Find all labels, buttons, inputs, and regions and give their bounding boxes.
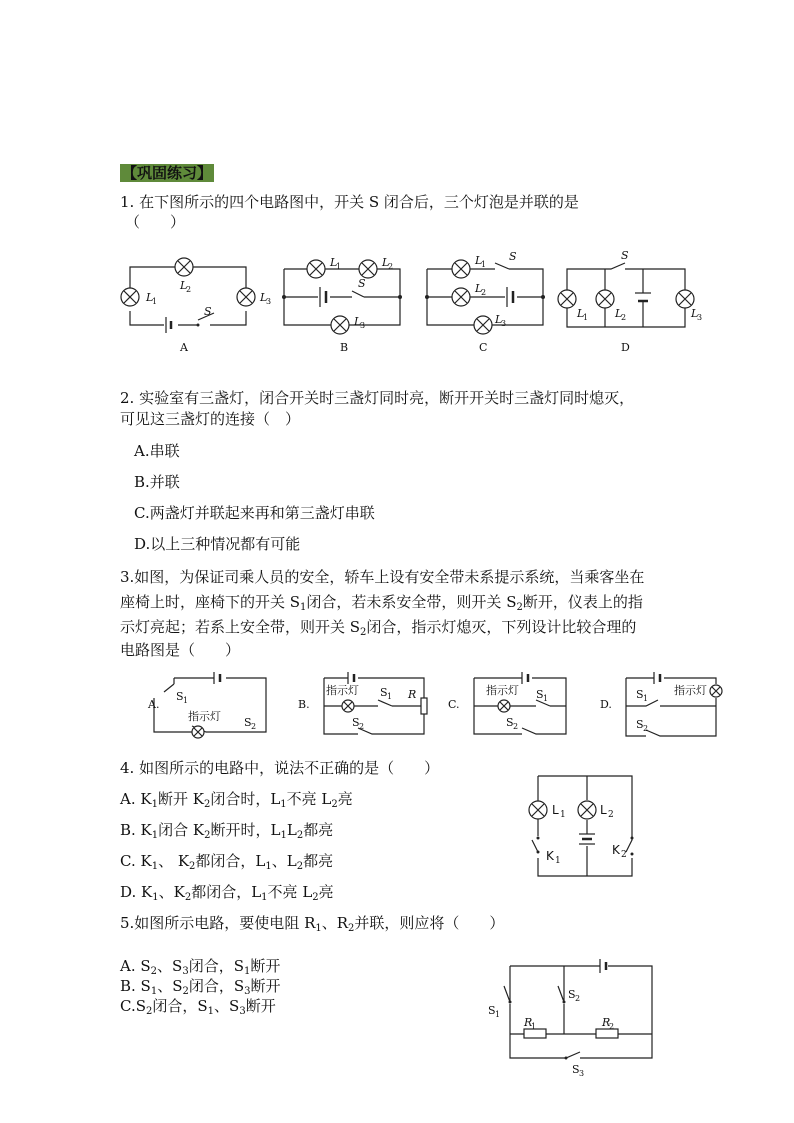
q1-caption-d: D xyxy=(621,341,630,354)
q5-option-c xyxy=(120,997,276,1015)
q3-a-s-label: S xyxy=(176,690,184,703)
q4b-6: L xyxy=(286,821,297,839)
q5-l1-sub1: 1 xyxy=(315,923,322,934)
q1-a-s-label: S xyxy=(204,305,212,318)
q5a-6: 断开 xyxy=(250,957,281,975)
q5a-5: 1 xyxy=(243,966,251,977)
q3-a-indicator: 指示灯 xyxy=(188,710,221,723)
q5c-6: 断开 xyxy=(245,997,276,1015)
q4c-2: 、 K xyxy=(158,852,190,870)
q5-option-a xyxy=(120,957,280,975)
q1-text-line1: 1. 在下图所示的四个电路图中，开关 S 闭合后，三个灯泡是并联的是 xyxy=(120,193,579,211)
q3-caption-d: D. xyxy=(600,698,612,711)
q1-d-l1-sub: 1 xyxy=(583,313,589,322)
q4-l2-label: L xyxy=(600,803,607,817)
q1-a-l3-label: L xyxy=(260,291,268,304)
q4-k1-sub: 1 xyxy=(555,856,561,866)
q3-circuit-a xyxy=(146,670,276,740)
q5a-4: 闭合，S xyxy=(188,957,244,975)
lamp-icon xyxy=(452,260,470,278)
q5-l1-part-c: 并联，则应将（ ） xyxy=(354,914,505,932)
q2-option-a: A.串联 xyxy=(134,442,180,460)
q5b-6: 断开 xyxy=(250,977,281,995)
q5-s1-sub: 1 xyxy=(495,1010,501,1019)
q4c-8: 都亮 xyxy=(303,852,334,870)
q3-caption-a: A. xyxy=(148,698,160,711)
q3-l2-part-c: 断开，仪表上的指 xyxy=(522,593,643,611)
q4a-7: 2 xyxy=(331,799,338,810)
q4a-6: 不亮 L xyxy=(286,790,332,808)
q1-d-l3-label: L xyxy=(691,307,699,320)
q5a-3: 3 xyxy=(182,966,189,977)
q5-l1-part-a: 5.如图所示电路，要使电阻 R xyxy=(120,914,316,932)
q2-text-line2: 可见这三盏灯的连接（ ） xyxy=(120,410,301,428)
q5-circuit xyxy=(488,956,658,1076)
lamp-icon xyxy=(359,260,377,278)
q3-l3-part-b: 闭合，指示灯熄灭，下列设计比较合理的 xyxy=(366,618,637,636)
q3-c-s1-label: S xyxy=(536,688,544,701)
lamp-icon xyxy=(307,260,325,278)
q1-b-l2-sub: 2 xyxy=(388,262,394,271)
q1-a-switch xyxy=(197,324,200,327)
q4-k2-label: K xyxy=(612,843,620,857)
q3-d-s2-label: S xyxy=(636,718,644,731)
q4a-0: A. K xyxy=(120,790,152,808)
q1-a-battery xyxy=(164,317,178,333)
q4a-5: 1 xyxy=(280,799,287,810)
q1-a-l1-label: L xyxy=(146,291,154,304)
q3-c-s2-label: S xyxy=(506,716,514,729)
q4-option-b xyxy=(120,821,333,839)
q4d-8: 亮 xyxy=(318,883,334,901)
q1-b-l1-label: L xyxy=(330,256,338,269)
q5-s2-sub: 2 xyxy=(575,994,581,1003)
q4c-3: 2 xyxy=(189,861,196,872)
q1-b-l1-sub: 1 xyxy=(336,262,342,271)
lamp-icon xyxy=(237,288,255,306)
q1-b-l3-label: L xyxy=(354,315,362,328)
q1-b-l2-label: L xyxy=(382,256,390,269)
q3-b-indicator: 指示灯 xyxy=(326,684,359,697)
q1-c-l3-sub: 3 xyxy=(501,319,507,328)
q4-circuit xyxy=(532,772,642,882)
q1-d-l3-sub: 3 xyxy=(697,313,703,322)
section-heading xyxy=(120,163,214,182)
q3-circuit-b xyxy=(296,670,436,740)
q1-c-l1-sub: 1 xyxy=(481,260,487,269)
q4a-3: 2 xyxy=(203,799,211,810)
q5b-3: 2 xyxy=(182,986,189,997)
q4d-6: 不亮 L xyxy=(267,883,313,901)
lamp-icon xyxy=(529,801,547,819)
q1-c-s-label: S xyxy=(509,250,517,263)
q2-option-c: C.两盏灯并联起来再和第三盏灯串联 xyxy=(134,504,375,522)
lamp-icon xyxy=(452,288,470,306)
q3-a-s2-label: S xyxy=(244,716,252,729)
q1-circuit-d xyxy=(563,249,713,355)
q4a-1: 1 xyxy=(151,799,158,810)
q2-text-line1: 2. 实验室有三盏灯，闭合开关时三盏灯同时亮，断开开关时三盏灯同时熄灭， xyxy=(120,389,635,407)
q5c-0: C.S xyxy=(120,997,146,1015)
lamp-icon xyxy=(474,316,492,334)
q3-a-s1-sub: 1 xyxy=(183,696,189,705)
q4d-3: 2 xyxy=(184,892,192,903)
q4b-8: 都亮 xyxy=(303,821,334,839)
q4d-1: 1 xyxy=(152,892,159,903)
q5c-4: 、S xyxy=(214,997,240,1015)
q5c-1: 2 xyxy=(146,1006,153,1017)
q2-option-d: D.以上三种情况都有可能 xyxy=(134,535,301,553)
q1-d-s-label: S xyxy=(621,249,629,262)
q5-r1-sub: 1 xyxy=(531,1022,537,1031)
q4-l1-label: L xyxy=(552,803,559,817)
q1-a-l1-sub: 1 xyxy=(152,297,158,306)
q4c-6: 、L xyxy=(271,852,297,870)
heading-label: 【巩固练习】 xyxy=(122,164,213,182)
q4c-1: 1 xyxy=(151,861,159,872)
q4a-4: 闭合时，L xyxy=(210,790,281,808)
q4b-1: 1 xyxy=(151,830,159,841)
q1-a-l2-label: L xyxy=(180,279,188,292)
q3-b-s1-label: S xyxy=(380,686,388,699)
lamp-icon xyxy=(676,290,694,308)
q1-caption-b: B xyxy=(340,341,349,354)
q1-d-l1-label: L xyxy=(577,307,585,320)
q4b-5: 1 xyxy=(280,830,287,841)
q4c-4: 都闭合，L xyxy=(195,852,266,870)
q4-l2-sub: 2 xyxy=(608,810,614,820)
q4-option-c xyxy=(120,852,333,870)
q3-d-s2-sub: 2 xyxy=(643,724,649,733)
q1-caption-a: A xyxy=(180,341,188,354)
q3-c-s1-sub: 1 xyxy=(543,694,549,703)
q3-l3-part-a: 示灯亮起；若系上安全带，则开关 S xyxy=(120,618,361,636)
q3-b-s2-label: S xyxy=(352,716,360,729)
q5-s2-label: S xyxy=(568,988,576,1001)
q4b-2: 闭合 K xyxy=(158,821,205,839)
q1-circuit-b xyxy=(282,255,412,355)
q2-option-b: B.并联 xyxy=(134,473,180,491)
q1-c-l1-label: L xyxy=(475,254,483,267)
q1-c-l2-sub: 2 xyxy=(481,288,487,297)
q3-d-s1-label: S xyxy=(636,688,644,701)
lamp-icon xyxy=(331,316,349,334)
q1-circuit-a xyxy=(118,255,272,355)
q3-d-s1-sub: 1 xyxy=(643,694,649,703)
lamp-icon xyxy=(578,801,596,819)
q1-d-l2-label: L xyxy=(615,307,623,320)
q3-caption-b: B. xyxy=(298,698,310,711)
q4a-8: 亮 xyxy=(337,790,353,808)
q3-l2-part-b: 闭合，若未系安全带，则开关 S xyxy=(306,593,517,611)
q4d-4: 都闭合，L xyxy=(191,883,262,901)
q3-text-line3 xyxy=(120,618,636,636)
q5-s3-label: S xyxy=(572,1063,580,1076)
q1-b-s-label: S xyxy=(358,277,366,290)
q3-b-r-label: R xyxy=(408,688,417,701)
indicator-lamp-icon xyxy=(710,685,722,697)
q1-circuit-c xyxy=(425,250,565,355)
q4b-7: 2 xyxy=(296,830,304,841)
q5-option-b xyxy=(120,977,281,995)
q5-r1-label: R xyxy=(524,1016,533,1029)
q5a-1: 2 xyxy=(150,966,158,977)
q4-k1-label: K xyxy=(546,849,554,863)
q3-l2-sub2: 2 xyxy=(516,602,523,613)
q5-r2-label: R xyxy=(602,1016,611,1029)
lamp-icon xyxy=(121,288,139,306)
q1-text-line2: （ ） xyxy=(125,213,186,231)
q4b-4: 断开时，L xyxy=(210,821,281,839)
q5-s3-sub: 3 xyxy=(579,1069,585,1078)
lamp-icon xyxy=(596,290,614,308)
q4b-3: 2 xyxy=(204,830,211,841)
q1-caption-c: C xyxy=(479,341,488,354)
q3-caption-c: C. xyxy=(448,698,460,711)
q1-a-l3-sub: 3 xyxy=(266,297,272,306)
q4d-2: 、K xyxy=(158,883,185,901)
indicator-lamp-icon xyxy=(342,700,354,712)
q3-b-s1-sub: 1 xyxy=(387,692,393,701)
q1-c-l2-label: L xyxy=(475,282,483,295)
indicator-lamp-icon xyxy=(192,726,204,738)
q3-c-indicator: 指示灯 xyxy=(486,684,519,697)
q5b-2: 、S xyxy=(157,977,183,995)
q1-a-l2-sub: 2 xyxy=(186,285,192,294)
q5-r2-sub: 2 xyxy=(609,1022,615,1031)
q3-b-s2-sub: 2 xyxy=(359,722,365,731)
q4b-0: B. K xyxy=(120,821,152,839)
q4d-7: 2 xyxy=(312,892,319,903)
q4c-7: 2 xyxy=(296,861,304,872)
q1-d-l2-sub: 2 xyxy=(621,313,627,322)
q5-l1-sub2: 2 xyxy=(348,923,355,934)
q3-a-s2-sub: 2 xyxy=(251,722,257,731)
lamp-icon xyxy=(175,258,193,276)
q5-text-line1 xyxy=(120,914,504,932)
q5-s1-label: S xyxy=(488,1004,496,1017)
indicator-lamp-icon xyxy=(498,700,510,712)
q5b-1: 1 xyxy=(150,986,158,997)
q4a-2: 断开 K xyxy=(157,790,204,808)
q1-b-l3-sub: 3 xyxy=(360,321,366,330)
q5-l1-part-b: 、R xyxy=(321,914,349,932)
q3-c-s2-sub: 2 xyxy=(513,722,519,731)
q5c-5: 3 xyxy=(239,1006,246,1017)
q3-l3-sub2: 2 xyxy=(360,627,367,638)
q5b-5: 3 xyxy=(244,986,251,997)
q4-option-d xyxy=(120,883,334,901)
q4-option-a xyxy=(120,790,353,808)
q4-k2-sub: 2 xyxy=(621,850,627,860)
q3-text-line1: 3.如图，为保证司乘人员的安全，轿车上设有安全带未系提示系统，当乘客坐在 xyxy=(120,568,645,586)
q5a-0: A. S xyxy=(120,957,151,975)
q4-text-line1: 4. 如图所示的电路中，说法不正确的是（ ） xyxy=(120,759,440,777)
q3-text-line4: 电路图是（ ） xyxy=(120,641,241,659)
q3-l2-part-a: 座椅上时，座椅下的开关 S xyxy=(120,593,301,611)
q4c-0: C. K xyxy=(120,852,152,870)
q5b-0: B. S xyxy=(120,977,151,995)
q4c-5: 1 xyxy=(265,861,272,872)
q5c-3: 1 xyxy=(207,1006,215,1017)
q5c-2: 闭合，S xyxy=(152,997,208,1015)
q4-l1-sub: 1 xyxy=(560,810,566,820)
q3-l2-sub1: 1 xyxy=(300,602,307,613)
lamp-icon xyxy=(558,290,576,308)
q3-circuit-c xyxy=(446,670,576,740)
q4d-0: D. K xyxy=(120,883,153,901)
q5b-4: 闭合，S xyxy=(188,977,245,995)
q5a-2: 、S xyxy=(157,957,183,975)
q4d-5: 1 xyxy=(261,892,268,903)
q1-c-l3-label: L xyxy=(495,313,503,326)
q3-d-indicator: 指示灯 xyxy=(674,684,707,697)
q3-circuit-d xyxy=(598,670,738,740)
q3-text-line2 xyxy=(120,593,643,611)
